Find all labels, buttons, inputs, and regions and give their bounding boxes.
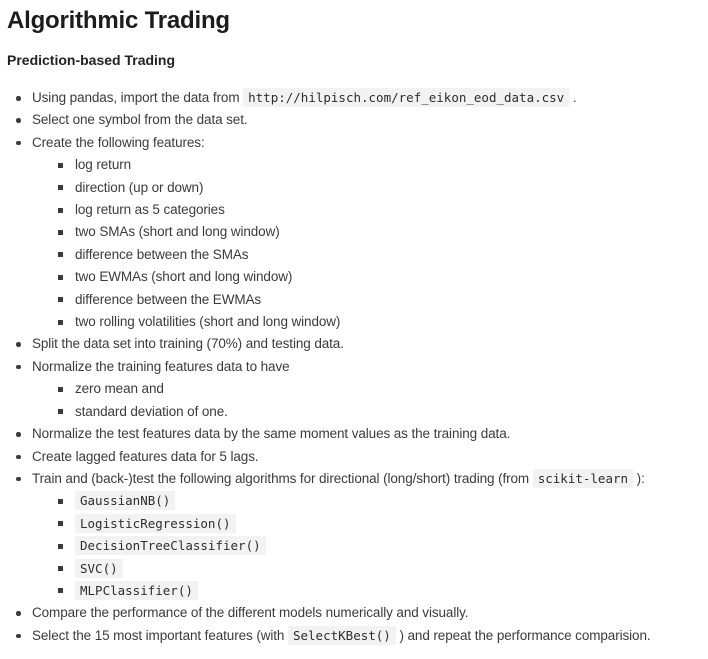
list-item	[7, 132, 704, 154]
text-segment: standard deviation of one.	[75, 403, 228, 419]
list-item	[7, 333, 704, 355]
text-segment: Compare the performance of the different models numerically and visually.	[32, 605, 469, 621]
inline-code: LogisticRegression()	[75, 514, 236, 533]
list-item	[7, 602, 704, 624]
inline-code: DecisionTreeClassifier()	[75, 536, 266, 555]
inline-code: GaussianNB()	[75, 491, 175, 510]
text-segment: direction (up or down)	[75, 179, 204, 195]
list-item	[7, 289, 704, 311]
list-item	[7, 490, 704, 512]
text-segment: Normalize the test features data by the same moment values as the training data.	[32, 426, 511, 442]
inline-code: SelectKBest()	[288, 626, 396, 645]
text-segment: Create lagged features data for 5 lags.	[32, 448, 259, 464]
list-item	[7, 513, 704, 535]
text-segment: ):	[633, 470, 645, 486]
text-segment: Select one symbol from the data set.	[32, 112, 248, 128]
text-segment: log return	[75, 157, 132, 173]
text-segment: two EWMAs (short and long window)	[75, 269, 293, 285]
list-item	[7, 558, 704, 580]
text-segment: log return as 5 categories	[75, 202, 225, 218]
list-item	[7, 221, 704, 243]
text-segment: two rolling volatilities (short and long window)	[75, 314, 341, 330]
section-subtitle: Prediction-based Trading	[7, 52, 176, 68]
list-item	[7, 311, 704, 333]
list-item	[7, 423, 704, 445]
list-item	[7, 199, 704, 221]
list-item	[7, 468, 704, 490]
list-item	[7, 356, 704, 378]
text-segment: ) and repeat the performance comparision.	[395, 627, 651, 643]
list-item	[7, 177, 704, 199]
text-segment: zero mean and	[75, 381, 164, 397]
list-item	[7, 580, 704, 602]
list-item	[7, 154, 704, 176]
list-item	[7, 625, 704, 647]
text-segment: Train and (back-)test the following algorithms for directional (long/short) trading (from	[32, 470, 533, 486]
list-item	[7, 109, 704, 131]
text-segment: Create the following features:	[32, 134, 205, 150]
text-segment: Using pandas, import the data from	[32, 90, 244, 105]
list-item	[7, 535, 704, 557]
text-segment: difference between the EWMAs	[75, 291, 262, 307]
list-item	[7, 266, 704, 288]
text-segment: .	[569, 90, 577, 105]
list-item	[7, 244, 704, 266]
page-title: Algorithmic Trading	[7, 7, 230, 34]
list-item	[7, 446, 704, 468]
inline-code: MLPClassifier()	[75, 581, 198, 600]
inline-code: scikit-learn	[533, 469, 633, 488]
text-segment: Normalize the training features data to have	[32, 358, 290, 374]
text-segment: Select the 15 most important features (with	[32, 627, 288, 643]
task-list	[7, 87, 704, 647]
inline-code: SVC()	[75, 559, 123, 578]
text-segment: difference between the SMAs	[75, 246, 249, 262]
list-item	[7, 378, 704, 400]
list-item	[7, 87, 704, 109]
inline-code: http://hilpisch.com/ref_eikon_eod_data.csv	[243, 88, 569, 107]
list-item	[7, 401, 704, 423]
text-segment: Split the data set into training (70%) and testing data.	[32, 336, 344, 352]
text-segment: two SMAs (short and long window)	[75, 224, 280, 240]
